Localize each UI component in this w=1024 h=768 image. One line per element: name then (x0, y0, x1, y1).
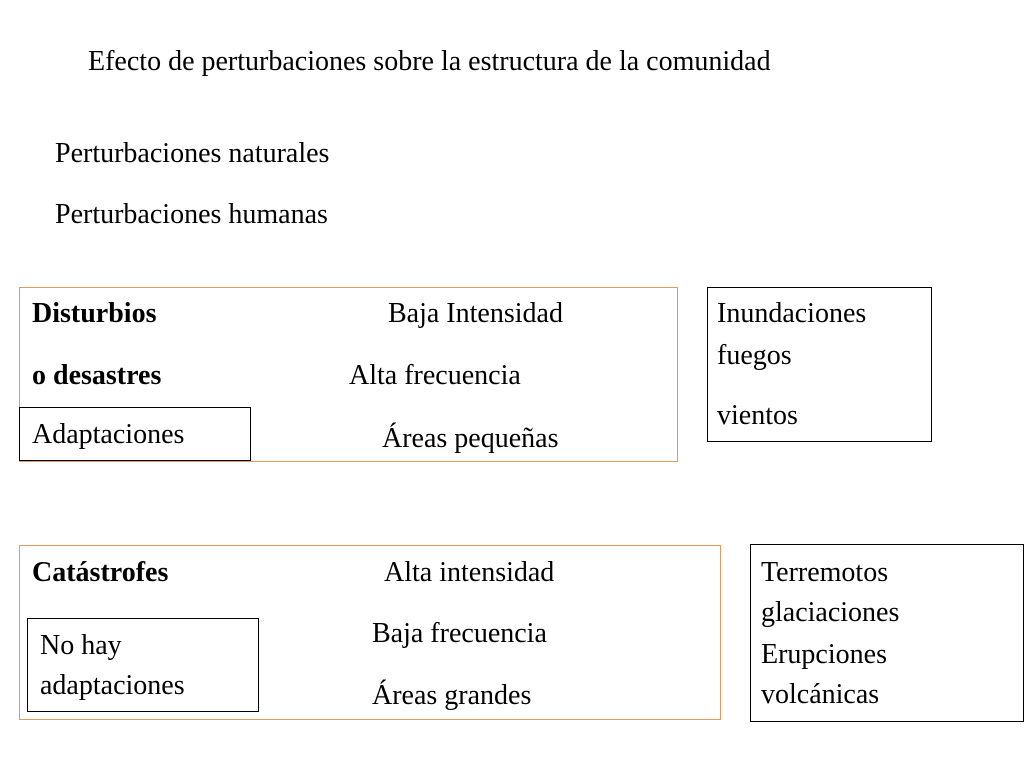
no-hay-label: No hay (40, 630, 122, 661)
intro-natural: Perturbaciones naturales (55, 138, 330, 169)
desastres-label: o desastres (32, 360, 162, 391)
page-title: Efecto de perturbaciones sobre la estructura de la comunidad (88, 46, 771, 77)
adaptaciones-label-2: adaptaciones (40, 670, 185, 701)
disturbios-intensity: Baja Intensidad (388, 298, 563, 329)
adaptaciones-label: Adaptaciones (32, 419, 185, 450)
example-glaciaciones: glaciaciones (761, 597, 900, 628)
catastrofes-area: Áreas grandes (372, 680, 532, 711)
example-terremotos: Terremotos (761, 557, 889, 588)
disturbios-frequency: Alta frecuencia (349, 360, 521, 391)
intro-human: Perturbaciones humanas (55, 199, 328, 230)
catastrofes-label: Catástrofes (32, 557, 169, 588)
example-vientos: vientos (717, 400, 798, 431)
catastrofes-intensity: Alta intensidad (384, 557, 555, 588)
example-inundaciones: Inundaciones (717, 298, 867, 329)
example-erupciones: Erupciones (761, 639, 887, 670)
catastrofes-frequency: Baja frecuencia (372, 618, 547, 649)
disturbios-label: Disturbios (32, 298, 157, 329)
example-fuegos: fuegos (717, 340, 792, 371)
disturbios-area: Áreas pequeñas (382, 423, 559, 454)
example-volcanicas: volcánicas (761, 679, 880, 710)
